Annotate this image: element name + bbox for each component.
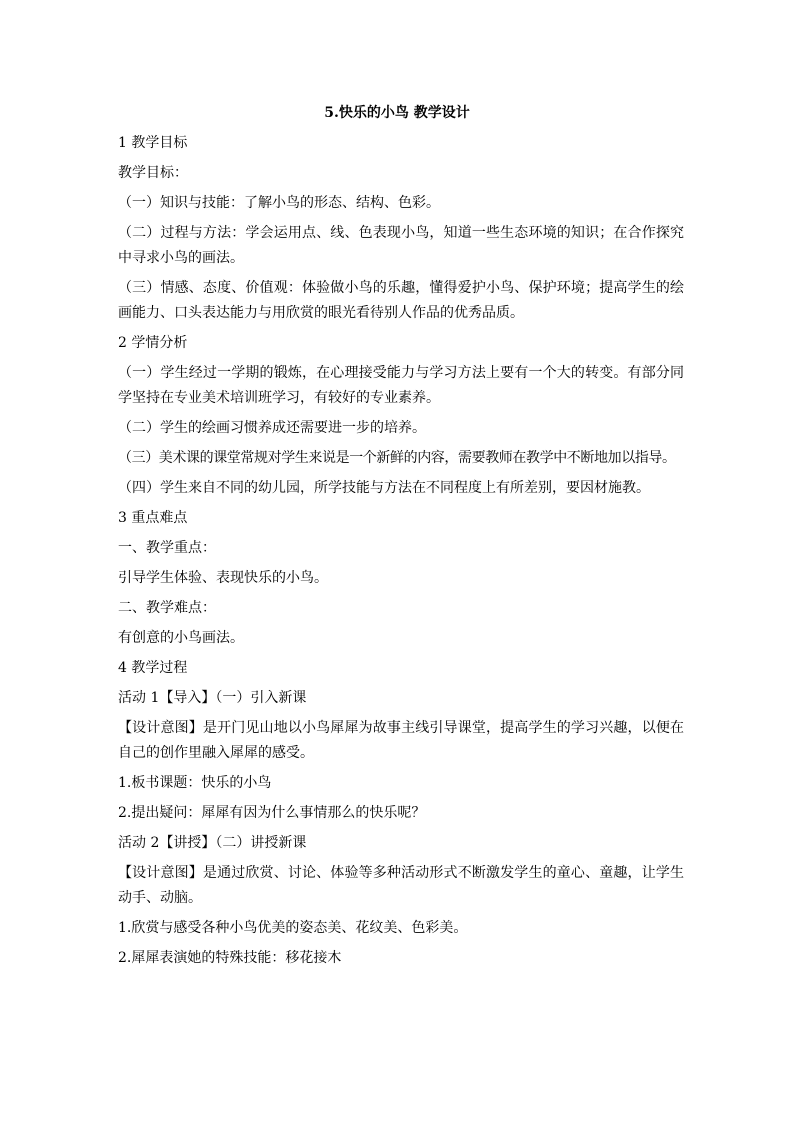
- paragraph: （三）情感、态度、价值观：体验做小鸟的乐趣，懂得爱护小鸟、保护环境；提高学生的绘画能力、口头表达能力与用欣赏的眼光看待别人作品的优秀品质。: [118, 280, 684, 321]
- paragraph: （四）学生来自不同的幼儿园，所学技能与方法在不同程度上有所差别，要因材施教。: [118, 480, 650, 496]
- paragraph: 引导学生体验、表现快乐的小鸟。: [118, 570, 328, 586]
- section-heading: 2 学情分析: [118, 335, 188, 351]
- paragraph: （二）学生的绘画习惯养成还需要进一步的培养。: [118, 420, 426, 436]
- paragraph: 教学目标：: [118, 165, 188, 181]
- paragraph: （二）过程与方法：学会运用点、线、色表现小鸟，知道一些生态环境的知识；在合作探究中寻求小鸟的画法。: [118, 225, 684, 266]
- paragraph: 1.欣赏与感受各种小鸟优美的姿态美、花纹美、色彩美。: [118, 920, 468, 936]
- paragraph: 有创意的小鸟画法。: [118, 630, 244, 646]
- document-title: 5.快乐的小鸟 教学设计: [324, 105, 470, 121]
- document-body: [118, 131, 684, 976]
- paragraph: （一）知识与技能：了解小鸟的形态、结构、色彩。: [118, 195, 440, 211]
- paragraph: 1.板书课题：快乐的小鸟: [118, 775, 272, 791]
- paragraph: （三）美术课的课堂常规对学生来说是一个新鲜的内容，需要教师在教学中不断地加以指导。: [118, 450, 676, 466]
- paragraph: 2.犀犀表演她的特殊技能：移花接木: [118, 950, 342, 966]
- paragraph: 2.提出疑问：犀犀有因为什么事情那么的快乐呢？: [118, 805, 426, 821]
- paragraph: 【设计意图】是开门见山地以小鸟犀犀为故事主线引导课堂，提高学生的学习兴趣，以便在自己的创作里融入犀犀的感受。: [118, 720, 684, 761]
- section-heading: 4 教学过程: [118, 660, 188, 676]
- paragraph: 一、教学重点：: [118, 540, 216, 556]
- paragraph: 活动 1【导入】（一）引入新课: [118, 690, 307, 706]
- section-heading: 1 教学目标: [118, 135, 188, 151]
- section-heading: 3 重点难点: [118, 510, 188, 526]
- paragraph: 活动 2【讲授】（二）讲授新课: [118, 835, 307, 851]
- paragraph: 【设计意图】是通过欣赏、讨论、体验等多种活动形式不断激发学生的童心、童趣，让学生动手、动脑。: [118, 865, 684, 906]
- paragraph: （一）学生经过一学期的锻炼，在心理接受能力与学习方法上要有一个大的转变。有部分同学坚持在专业美术培训班学习，有较好的专业素养。: [118, 365, 684, 406]
- paragraph: 二、教学难点：: [118, 600, 216, 616]
